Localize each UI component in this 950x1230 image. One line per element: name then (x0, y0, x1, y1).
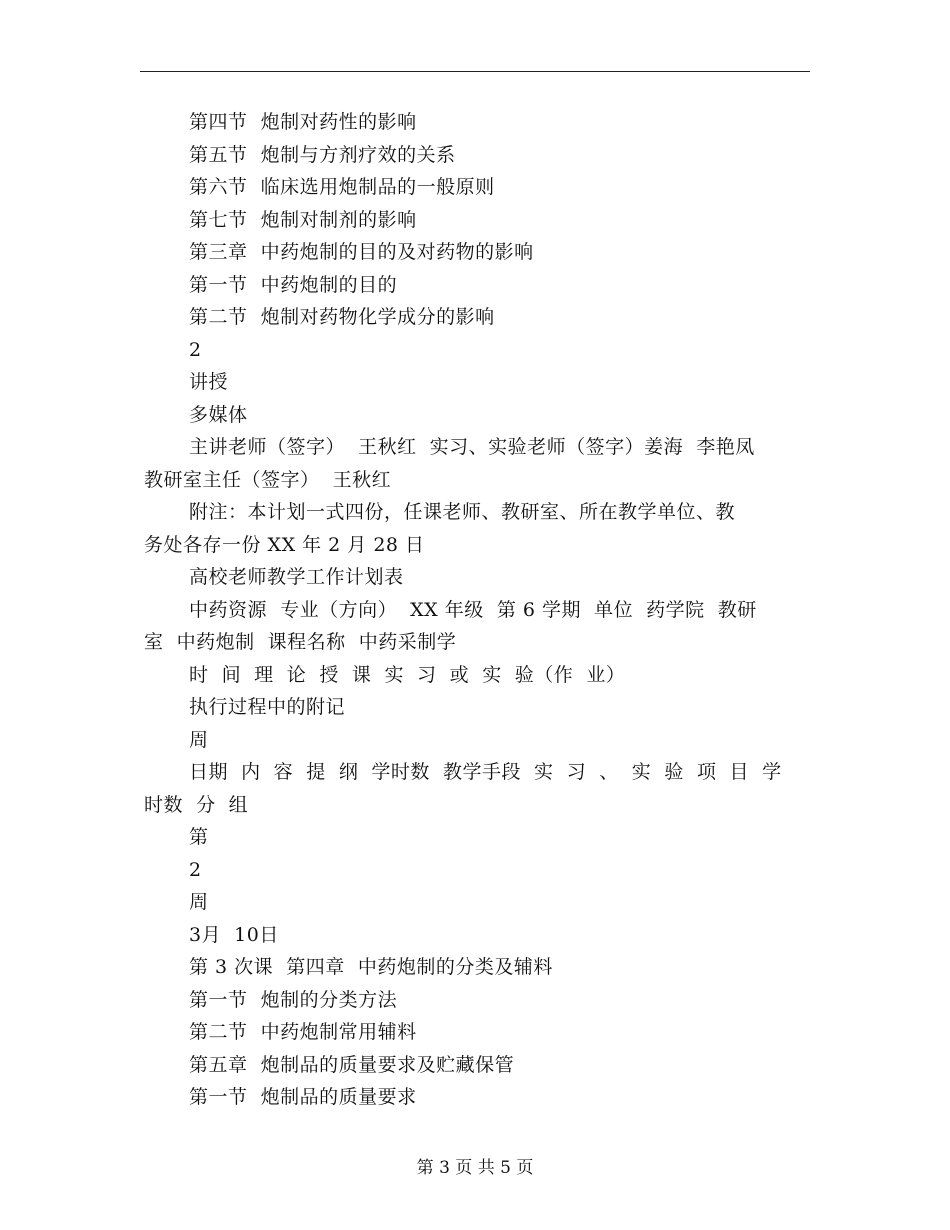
page-footer: 第 3 页 共 5 页 (416, 1158, 534, 1178)
document-body (144, 106, 810, 1114)
text-line: 第一节 炮制的分类方法 (189, 988, 398, 1011)
text-line: 室 中药炮制 课程名称 中药采制学 (144, 631, 457, 653)
text-line: 第四节 炮制对药性的影响 (189, 111, 417, 133)
text-line: 2 (189, 858, 202, 881)
text-line: 2 (189, 338, 202, 361)
text-line: 日期 内 容 提 纲 学时数 教学手段 实 习 、 实 验 项 目 学 (189, 761, 782, 783)
text-line: 第二节 中药炮制常用辅料 (189, 1021, 417, 1043)
text-line: 主讲老师（签字） 王秋红 实习、实验老师（签字）姜海 李艳凤 (189, 436, 755, 458)
text-line: 时 间 理 论 授 课 实 习 或 实 验（作 业） (189, 663, 626, 686)
text-line: 讲授 (189, 371, 229, 393)
text-line: 时数 分 组 (144, 793, 249, 816)
text-line: 高校老师教学工作计划表 (189, 566, 404, 588)
text-line: 第六节 临床选用炮制品的一般原则 (189, 176, 495, 198)
text-line: 第 (189, 826, 209, 848)
text-line: 周 (189, 728, 209, 751)
text-line: 第 3 次课 第四章 中药炮制的分类及辅料 (189, 956, 553, 978)
text-line: 执行过程中的附记 (189, 696, 346, 718)
text-line: 第二节 炮制对药物化学成分的影响 (189, 306, 495, 328)
text-line: 第三章 中药炮制的目的及对药物的影响 (189, 241, 534, 263)
text-line: 3月 10日 (189, 923, 279, 946)
text-line: 中药资源 专业（方向） XX 年级 第 6 学期 单位 药学院 教研 (189, 598, 757, 621)
text-line: 第七节 炮制对制剂的影响 (189, 208, 417, 231)
text-line: 多媒体 (189, 403, 248, 426)
text-line: 务处各存一份 XX 年 2 月 28 日 (144, 533, 425, 556)
text-line: 附注：本计划一式四份，任课老师、教研室、所在教学单位、教 (189, 501, 736, 523)
text-line: 第一节 炮制品的质量要求 (189, 1086, 417, 1108)
text-line: 第五章 炮制品的质量要求及贮藏保管 (189, 1053, 515, 1076)
text-line: 周 (189, 891, 209, 913)
header-rule (140, 71, 810, 72)
text-line: 第五节 炮制与方剂疗效的关系 (189, 143, 456, 166)
text-line: 教研室主任（签字） 王秋红 (144, 468, 392, 491)
text-line: 第一节 中药炮制的目的 (189, 273, 398, 296)
